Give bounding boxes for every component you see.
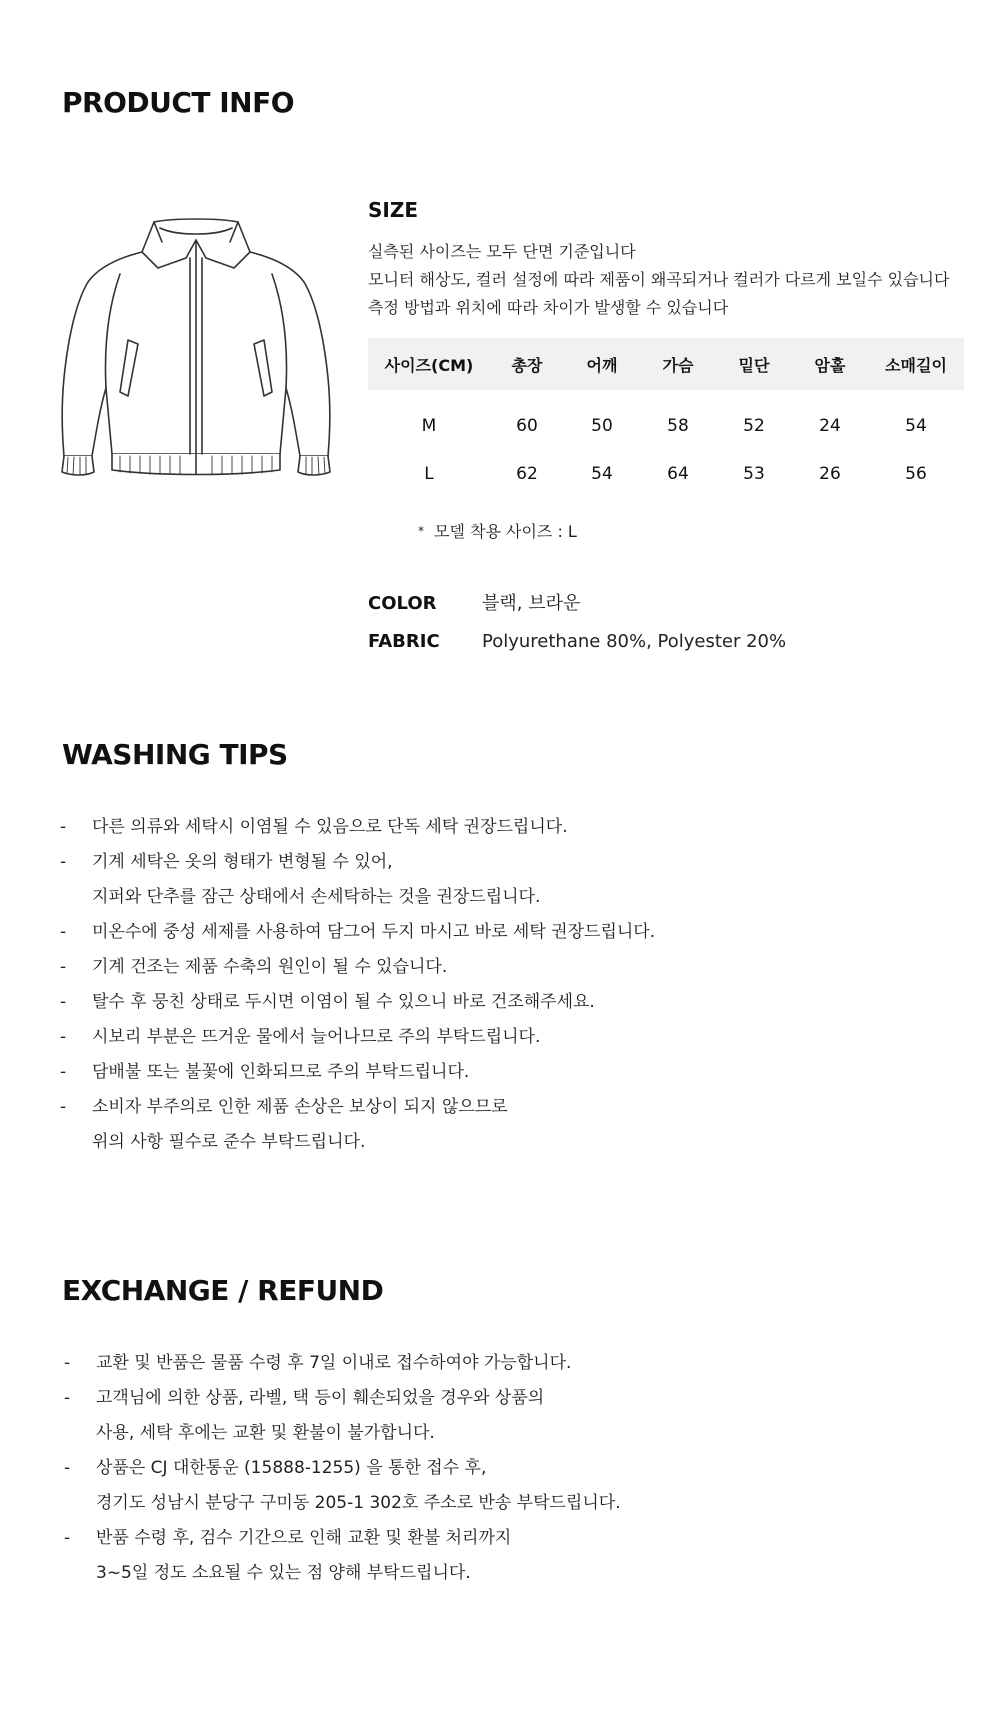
cell-length: 60 [516,416,538,436]
list-item [60,845,655,915]
list-item-text: 반품 수령 후, 검수 기간으로 인해 교환 및 환불 처리까지 [96,1528,512,1548]
list-item [60,950,655,985]
exchange-refund-title: EXCHANGE / REFUND [62,1274,384,1307]
model-size-note [418,519,577,542]
cell-hem: 53 [743,464,765,484]
list-item-text: 지퍼와 단추를 잠근 상태에서 손세탁하는 것을 권장드립니다. [92,887,541,907]
size-table [368,338,964,498]
list-item-text: 시보리 부분은 뜨거운 물에서 늘어나므로 주의 부탁드립니다. [92,1027,541,1047]
cell-length: 62 [516,464,538,484]
asterisk-icon: * [418,524,424,538]
list-item [64,1521,621,1591]
jacket-illustration-icon [58,218,334,493]
cell-hem: 52 [743,416,765,436]
color-value: 블랙, 브라운 [482,593,581,614]
list-bullet: - [64,1388,71,1408]
list-item [64,1381,621,1451]
cell-sleeve: 54 [905,416,927,436]
list-bullet: - [60,817,67,837]
header-armhole: 암홀 [814,355,846,375]
size-note-3: 측정 방법과 위치에 따라 차이가 발생할 수 있습니다 [368,298,729,317]
cell-armhole: 26 [819,464,841,484]
washing-tips-title: WASHING TIPS [62,738,288,771]
cell-shoulder: 54 [591,464,613,484]
header-sleeve: 소매길이 [885,355,947,375]
size-note-1: 실측된 사이즈는 모두 단면 기준입니다 [368,242,636,261]
list-bullet: - [60,922,67,942]
list-item-text: 교환 및 반품은 물품 수령 후 7일 이내로 접수하여야 가능합니다. [96,1353,572,1373]
list-bullet: - [64,1458,71,1478]
table-row [368,450,964,498]
list-item [60,985,655,1020]
list-item-text: 위의 사항 필수로 준수 부탁드립니다. [92,1132,366,1152]
list-item-text: 상품은 CJ 대한통운 (15888-1255) 을 통한 접수 후, [96,1458,487,1478]
list-bullet: - [60,1027,67,1047]
list-item [64,1346,621,1381]
table-row [368,402,964,450]
product-info-title: PRODUCT INFO [62,86,295,119]
list-item [60,1020,655,1055]
list-item-text: 고객님에 의한 상품, 라벨, 택 등이 훼손되었을 경우와 상품의 [96,1388,545,1408]
header-size: 사이즈(CM) [384,355,474,375]
list-item-text: 기계 세탁은 옷의 형태가 변형될 수 있어, [92,852,393,872]
cell-sleeve: 56 [905,464,927,484]
list-bullet: - [60,1062,67,1082]
cell-armhole: 24 [819,416,841,436]
list-item [60,1055,655,1090]
list-item [60,810,655,845]
cell-chest: 64 [667,464,689,484]
fabric-label: FABRIC [368,631,440,652]
washing-tips-list [60,810,655,1160]
model-size-text: 모델 착용 사이즈 : L [434,522,577,541]
cell-size: M [421,416,437,436]
header-hem: 밑단 [738,355,770,375]
list-bullet: - [60,992,67,1012]
list-item-text: 소비자 부주의로 인한 제품 손상은 보상이 되지 않으므로 [92,1097,508,1117]
list-item [64,1451,621,1521]
list-item [60,915,655,950]
list-item-text: 경기도 성남시 분당구 구미동 205-1 302호 주소로 반송 부탁드립니다. [96,1493,621,1513]
list-item-text: 미온수에 중성 세제를 사용하여 담그어 두지 마시고 바로 세탁 권장드립니다. [92,922,656,942]
color-label: COLOR [368,593,437,614]
size-note-2: 모니터 해상도, 컬러 설정에 따라 제품이 왜곡되거나 컬러가 다르게 보일수 있습니다 [368,270,950,289]
exchange-refund-list [64,1346,621,1591]
fabric-row [368,631,786,652]
header-shoulder: 어깨 [586,355,618,375]
list-item-text: 3~5일 정도 소요될 수 있는 점 양해 부탁드립니다. [96,1563,471,1583]
list-item-text: 담배불 또는 불꽃에 인화되므로 주의 부탁드립니다. [92,1062,470,1082]
list-bullet: - [60,1097,67,1117]
list-bullet: - [64,1353,71,1373]
cell-shoulder: 50 [591,416,613,436]
header-chest: 가슴 [662,355,694,375]
size-notes [368,238,949,322]
list-item [60,1090,655,1160]
list-bullet: - [64,1528,71,1548]
header-length: 총장 [511,355,543,375]
list-item-text: 사용, 세탁 후에는 교환 및 환불이 불가합니다. [96,1423,435,1443]
list-bullet: - [60,957,67,977]
color-row [368,589,580,615]
list-item-text: 기계 건조는 제품 수축의 원인이 될 수 있습니다. [92,957,448,977]
size-heading: SIZE [368,198,419,222]
cell-size: L [424,464,434,484]
list-item-text: 다른 의류와 세탁시 이염될 수 있음으로 단독 세탁 권장드립니다. [92,817,568,837]
cell-chest: 58 [667,416,689,436]
size-table-header [368,338,964,390]
list-bullet: - [60,852,67,872]
list-item-text: 탈수 후 뭉친 상태로 두시면 이염이 될 수 있으니 바로 건조해주세요. [92,992,595,1012]
fabric-value: Polyurethane 80%, Polyester 20% [482,631,787,652]
